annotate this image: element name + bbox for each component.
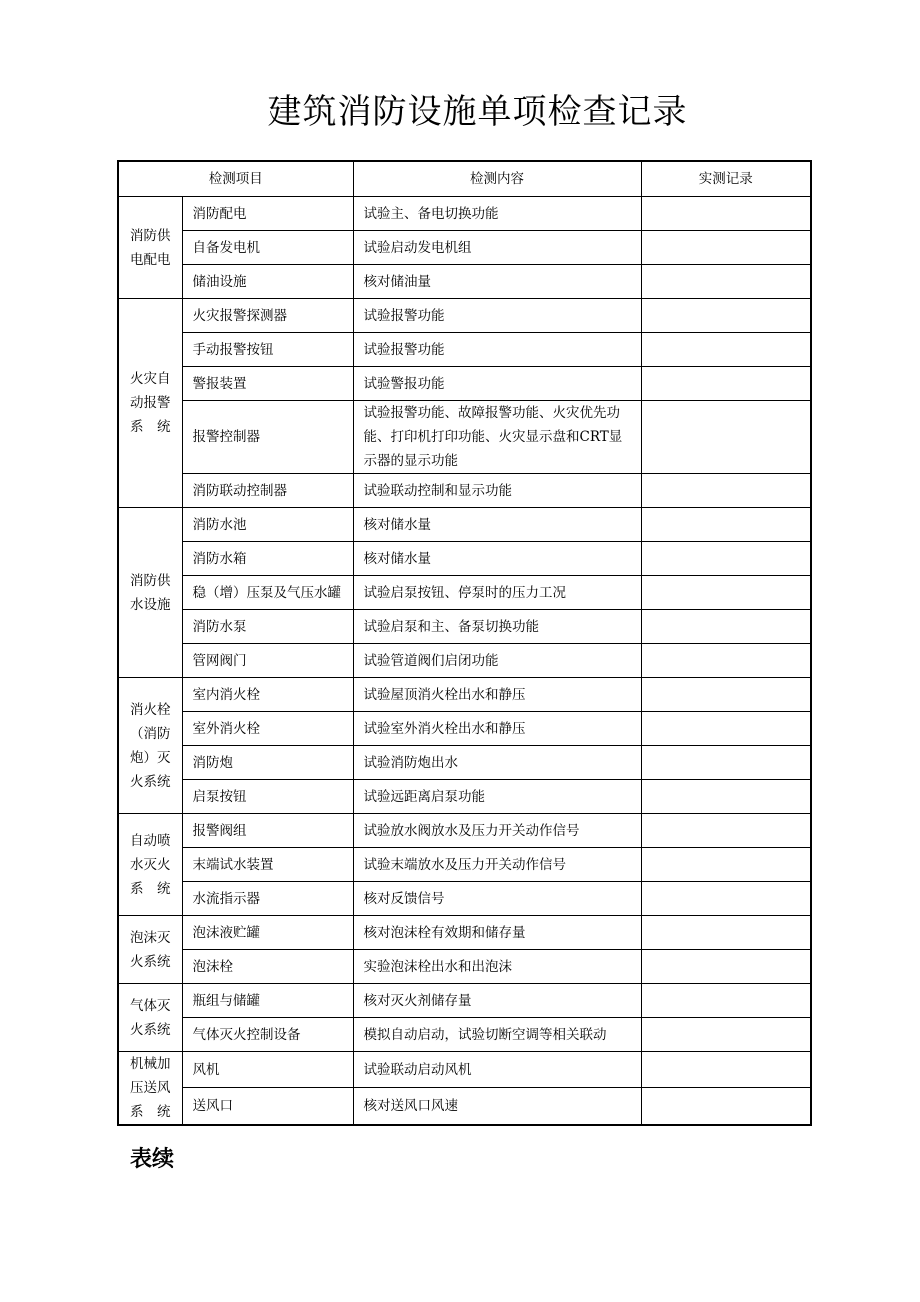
content-cell: 试验联动控制和显示功能 xyxy=(353,474,641,508)
item-cell: 启泵按钮 xyxy=(182,780,353,814)
table-row xyxy=(118,746,811,780)
table-row xyxy=(118,474,811,508)
item-cell: 泡沫液贮罐 xyxy=(182,916,353,950)
page-title: 建筑消防设施单项检查记录 xyxy=(267,92,688,132)
item-cell: 末端试水装置 xyxy=(182,848,353,882)
category-label: 系 统 xyxy=(130,419,171,435)
record-cell[interactable] xyxy=(641,576,811,610)
category-cell xyxy=(118,508,182,678)
table-row xyxy=(118,780,811,814)
category-label: 火系统 xyxy=(130,773,171,790)
table-row xyxy=(118,231,811,265)
item-cell: 报警阀组 xyxy=(182,814,353,848)
category-label: 炮）灭 xyxy=(130,749,171,766)
record-cell[interactable] xyxy=(641,950,811,984)
table-header-row xyxy=(118,161,811,197)
content-cell: 试验放水阀放水及压力开关动作信号 xyxy=(353,814,641,848)
content-cell: 核对送风口风速 xyxy=(353,1088,641,1125)
record-cell[interactable] xyxy=(641,984,811,1018)
table-row xyxy=(118,712,811,746)
category-label: 火系统 xyxy=(130,1021,171,1038)
table-row xyxy=(118,1018,811,1052)
item-cell: 风机 xyxy=(182,1052,353,1088)
item-cell: 消防水池 xyxy=(182,508,353,542)
category-cell xyxy=(118,678,182,814)
table-row xyxy=(118,882,811,916)
table-row xyxy=(118,367,811,401)
content-cell: 试验消防炮出水 xyxy=(353,746,641,780)
content-cell: 试验远距离启泵功能 xyxy=(353,780,641,814)
content-cell: 模拟自动启动，试验切断空调等相关联动 xyxy=(353,1018,641,1052)
content-cell: 核对泡沫栓有效期和储存量 xyxy=(353,916,641,950)
category-cell xyxy=(118,984,182,1052)
record-cell[interactable] xyxy=(641,814,811,848)
content-cell: 核对灭火剂储存量 xyxy=(353,984,641,1018)
record-cell[interactable] xyxy=(641,231,811,265)
content-cell: 核对储水量 xyxy=(353,508,641,542)
item-cell: 报警控制器 xyxy=(182,401,353,474)
item-cell: 火灾报警探测器 xyxy=(182,299,353,333)
header-item: 检测项目 xyxy=(118,161,353,197)
table-row xyxy=(118,814,811,848)
record-cell[interactable] xyxy=(641,678,811,712)
record-cell[interactable] xyxy=(641,610,811,644)
inspection-table xyxy=(117,160,812,1126)
item-cell: 室外消火栓 xyxy=(182,712,353,746)
table-row xyxy=(118,984,811,1018)
content-cell: 试验管道阀们启闭功能 xyxy=(353,644,641,678)
category-label: 气体灭 xyxy=(130,997,171,1014)
content-cell: 试验警报功能 xyxy=(353,367,641,401)
table-row xyxy=(118,644,811,678)
content-cell: 核对储水量 xyxy=(353,542,641,576)
table-row xyxy=(118,678,811,712)
item-cell: 气体灭火控制设备 xyxy=(182,1018,353,1052)
record-cell[interactable] xyxy=(641,1018,811,1052)
content-cell: 试验报警功能 xyxy=(353,299,641,333)
category-label: 系 统 xyxy=(130,880,171,897)
category-label: 消防供 xyxy=(130,572,171,589)
record-cell[interactable] xyxy=(641,333,811,367)
category-label: 消火栓 xyxy=(130,701,171,718)
table-row xyxy=(118,265,811,299)
record-cell[interactable] xyxy=(641,1052,811,1088)
item-cell: 稳（增）压泵及气压水罐 xyxy=(182,576,353,610)
item-cell: 消防配电 xyxy=(182,197,353,231)
record-cell[interactable] xyxy=(641,474,811,508)
content-cell: 试验启泵按钮、停泵时的压力工况 xyxy=(353,576,641,610)
content-cell: 试验末端放水及压力开关动作信号 xyxy=(353,848,641,882)
item-cell: 消防水箱 xyxy=(182,542,353,576)
table-row xyxy=(118,1088,811,1125)
table-row xyxy=(118,848,811,882)
category-cell xyxy=(118,814,182,916)
item-cell: 消防水泵 xyxy=(182,610,353,644)
category-cell xyxy=(118,197,182,299)
category-label: 机械加 xyxy=(130,1056,171,1072)
content-cell: 试验报警功能 xyxy=(353,333,641,367)
table-row xyxy=(118,542,811,576)
category-label: 电配电 xyxy=(130,251,171,268)
item-cell: 消防联动控制器 xyxy=(182,474,353,508)
content-cell: 试验室外消火栓出水和静压 xyxy=(353,712,641,746)
category-label: 系 统 xyxy=(130,1104,171,1120)
record-cell[interactable] xyxy=(641,299,811,333)
record-cell[interactable] xyxy=(641,197,811,231)
record-cell[interactable] xyxy=(641,746,811,780)
record-cell[interactable] xyxy=(641,848,811,882)
table-row xyxy=(118,508,811,542)
table-row xyxy=(118,401,811,474)
category-label: 火灾自 xyxy=(130,371,171,387)
item-cell: 送风口 xyxy=(182,1088,353,1125)
table-row xyxy=(118,916,811,950)
item-cell: 瓶组与储罐 xyxy=(182,984,353,1018)
content-cell: 试验启泵和主、备泵切换功能 xyxy=(353,610,641,644)
category-label: 自动喷 xyxy=(130,832,171,849)
content-cell: 核对储油量 xyxy=(353,265,641,299)
item-cell: 储油设施 xyxy=(182,265,353,299)
header-record: 实测记录 xyxy=(641,161,811,197)
category-label: 动报警 xyxy=(130,395,171,411)
item-cell: 室内消火栓 xyxy=(182,678,353,712)
item-cell: 管网阀门 xyxy=(182,644,353,678)
table-row xyxy=(118,299,811,333)
category-label: 泡沫灭 xyxy=(130,929,171,946)
table-row xyxy=(118,1052,811,1088)
content-cell: 核对反馈信号 xyxy=(353,882,641,916)
category-label: 消防供 xyxy=(130,227,171,244)
record-cell[interactable] xyxy=(641,780,811,814)
item-cell: 消防炮 xyxy=(182,746,353,780)
content-cell: 试验主、备电切换功能 xyxy=(353,197,641,231)
category-label: （消防 xyxy=(130,725,171,742)
continued-label: 表续 xyxy=(130,1147,175,1172)
content-cell: 试验屋顶消火栓出水和静压 xyxy=(353,678,641,712)
record-cell[interactable] xyxy=(641,916,811,950)
record-cell[interactable] xyxy=(641,367,811,401)
content-cell: 试验启动发电机组 xyxy=(353,231,641,265)
record-cell[interactable] xyxy=(641,1088,811,1125)
table-row xyxy=(118,610,811,644)
item-cell: 手动报警按钮 xyxy=(182,333,353,367)
category-cell xyxy=(118,1052,182,1126)
content-cell: 实验泡沫栓出水和出泡沫 xyxy=(353,950,641,984)
record-cell[interactable] xyxy=(641,712,811,746)
category-label: 水设施 xyxy=(130,596,171,613)
category-label: 火系统 xyxy=(130,953,171,970)
record-cell[interactable] xyxy=(641,508,811,542)
table-row xyxy=(118,950,811,984)
category-cell xyxy=(118,299,182,508)
table-row xyxy=(118,333,811,367)
table-row xyxy=(118,576,811,610)
category-cell xyxy=(118,916,182,984)
record-cell[interactable] xyxy=(641,882,811,916)
content-cell: 试验联动启动风机 xyxy=(353,1052,641,1088)
content-cell: 试验报警功能、故障报警功能、火灾优先功能、打印机打印功能、火灾显示盘和CRT显示器的显示功能 xyxy=(353,401,641,474)
record-cell[interactable] xyxy=(641,265,811,299)
record-cell[interactable] xyxy=(641,542,811,576)
table-body xyxy=(118,197,811,1126)
item-cell: 警报装置 xyxy=(182,367,353,401)
item-cell: 水流指示器 xyxy=(182,882,353,916)
record-cell[interactable] xyxy=(641,644,811,678)
category-label: 水灭火 xyxy=(130,856,171,873)
item-cell: 自备发电机 xyxy=(182,231,353,265)
header-content: 检测内容 xyxy=(353,161,641,197)
category-label: 压送风 xyxy=(130,1080,171,1096)
table-row xyxy=(118,197,811,231)
item-cell: 泡沫栓 xyxy=(182,950,353,984)
record-cell[interactable] xyxy=(641,401,811,474)
